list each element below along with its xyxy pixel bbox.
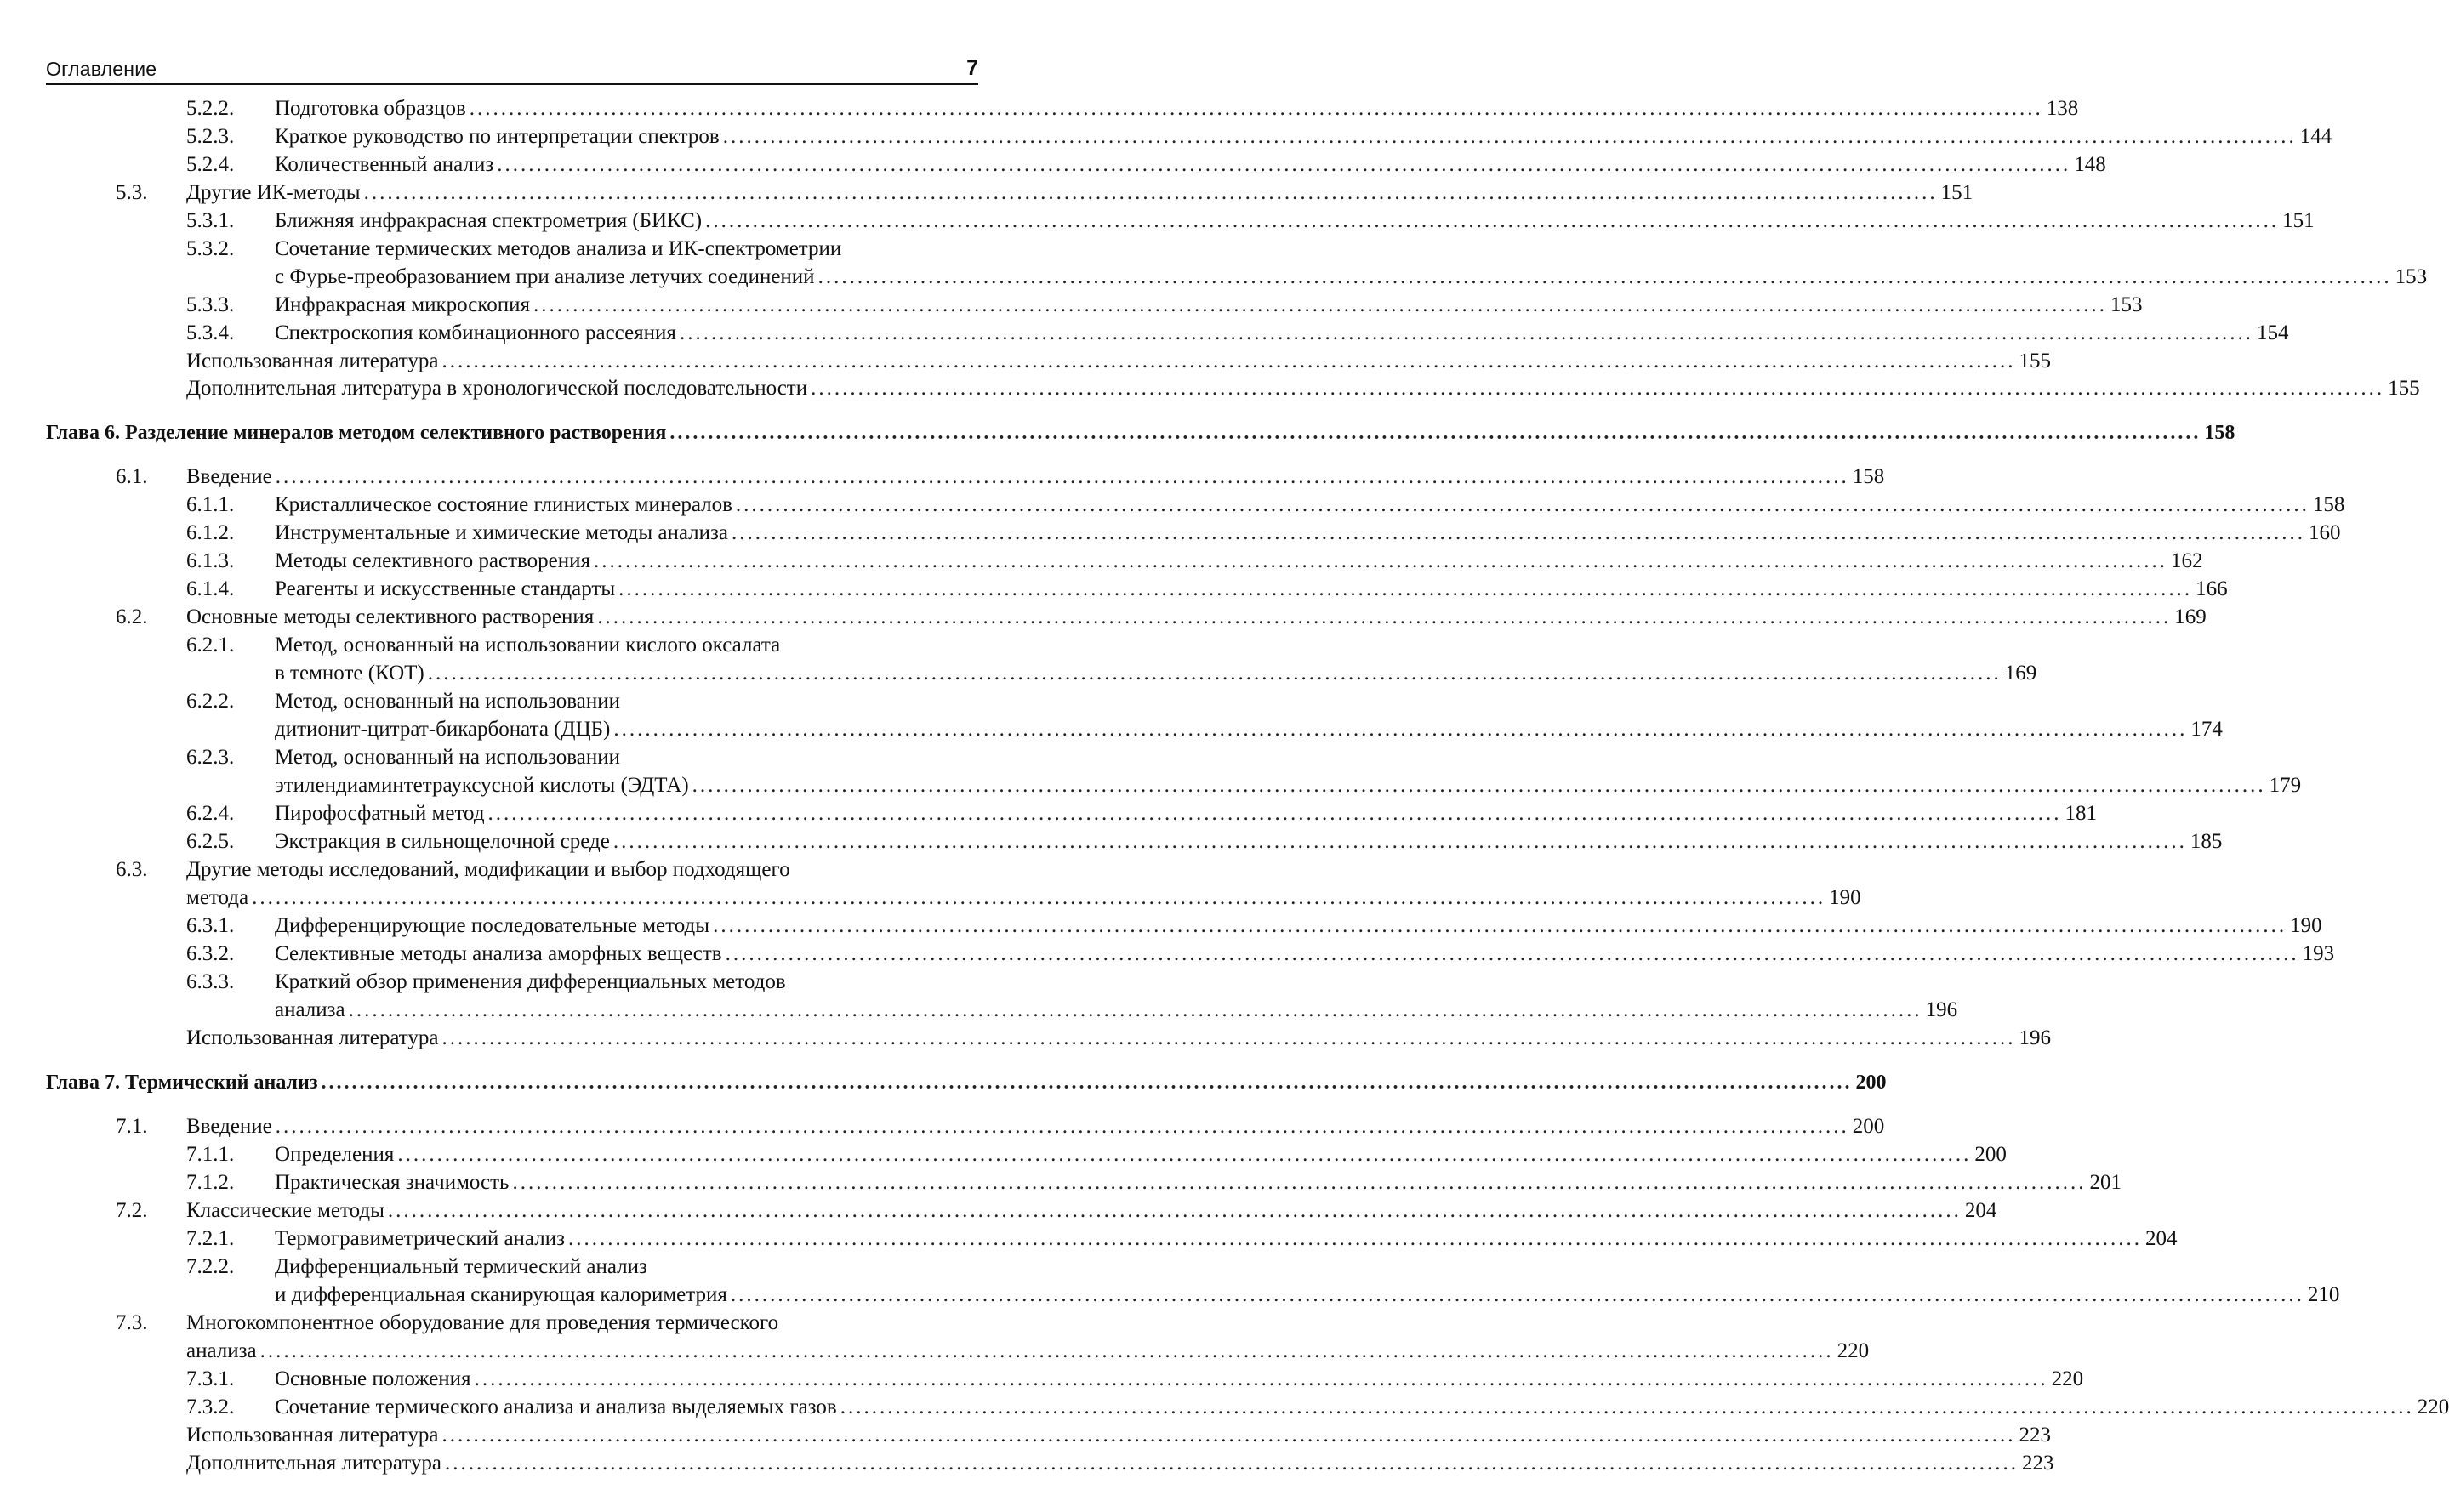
running-header-page-number: 7	[966, 56, 978, 80]
toc-entry	[0, 236, 1021, 263]
toc-entry-number: 7.1.2.	[186, 1171, 235, 1194]
toc-entry-title: анализа	[186, 1339, 257, 1362]
toc-entry	[0, 744, 1021, 771]
toc-dot-leader: ........................................................................................................................................................................................................	[363, 181, 1938, 204]
toc-entry-number: 7.3.1.	[186, 1367, 235, 1390]
toc-entry-page-number: 155	[2019, 350, 2051, 372]
toc-dot-leader: ........................................................................................................................................................................................................	[533, 293, 2107, 316]
toc-entry-title: Практическая значимость	[275, 1171, 510, 1194]
toc-entry	[0, 292, 2143, 319]
toc-dot-leader: ........................................................................................................................................................................................................	[669, 422, 2201, 444]
toc-entry-title: с Фурье-преобразованием при анализе летучих соединений	[275, 265, 815, 288]
toc-entry	[0, 1366, 2084, 1393]
toc-entry-title: анализа	[275, 998, 345, 1021]
toc-entry-page-number: 223	[2019, 1424, 2051, 1447]
toc-entry	[0, 1310, 1021, 1337]
toc-entry-title: Термогравиметрический анализ	[275, 1227, 565, 1250]
toc-entry-title: Краткое руководство по интерпретации спектров	[275, 125, 720, 148]
toc-entry	[0, 207, 2315, 235]
toc-entry-title: Инфракрасная микроскопия	[275, 293, 530, 316]
running-header-title: Оглавление	[46, 58, 157, 80]
toc-entry	[0, 828, 2223, 855]
toc-entry-page-number: 193	[2302, 942, 2335, 965]
toc-entry-title: Основные методы селективного растворения	[186, 605, 595, 628]
toc-entry-page-number: 138	[2046, 97, 2079, 120]
toc-dot-leader: ........................................................................................................................................................................................................	[597, 605, 2172, 628]
toc-entry-page-number: 204	[1964, 1199, 1997, 1222]
toc-dot-leader: ........................................................................................................................................................................................................	[613, 718, 2188, 741]
toc-entry-title: Основные положения	[275, 1367, 471, 1390]
toc-entry-title: Метод, основанный на использовании	[275, 746, 621, 769]
toc-entry	[0, 1422, 2051, 1449]
toc-entry-page-number: 174	[2190, 718, 2223, 741]
toc-entry-number: 5.3.1.	[186, 209, 235, 232]
toc-entry-title: Глава 7. Термический анализ	[46, 1071, 318, 1094]
toc-entry-number: 6.3.	[116, 858, 148, 881]
toc-entry-title: этилендиаминтетрауксусной кислоты (ЭДТА)	[275, 774, 689, 797]
toc-entry	[0, 1225, 2178, 1253]
toc-entry-page-number: 169	[2004, 662, 2037, 685]
toc-dot-leader: ........................................................................................................................................................................................................	[730, 1283, 2304, 1306]
toc-entry	[0, 912, 2322, 940]
toc-entry-title: Метод, основанный на использовании кислого оксалата	[275, 634, 781, 657]
toc-entry	[0, 1169, 2122, 1197]
toc-entry-title: Сочетание термических методов анализа и ИК-спектрометрии	[275, 237, 842, 260]
toc-entry-title: Ближняя инфракрасная спектрометрия (БИКС)	[275, 209, 703, 232]
toc-entry-page-number: 158	[2204, 422, 2235, 444]
toc-entry-number: 6.2.1.	[186, 634, 235, 657]
toc-entry	[0, 1338, 1870, 1365]
toc-dot-leader: ........................................................................................................................................................................................................	[252, 886, 1826, 909]
toc-entry-number: 5.3.3.	[186, 293, 235, 316]
toc-entry-title: Кристаллическое состояние глинистых минералов	[275, 493, 732, 516]
toc-entry-number: 7.2.	[116, 1199, 148, 1222]
toc-entry	[0, 772, 2302, 799]
toc-entry	[0, 492, 2345, 519]
toc-entry-page-number: 196	[2019, 1026, 2051, 1049]
toc-dot-leader: ........................................................................................................................................................................................................	[840, 1395, 2414, 1418]
toc-entry-title: Сочетание термического анализа и анализа выделяемых газов	[275, 1395, 837, 1418]
toc-entry-page-number: 153	[2395, 265, 2428, 288]
toc-entry	[0, 997, 1958, 1024]
toc-entry-number: 6.3.3.	[186, 970, 235, 993]
toc-dot-leader: ........................................................................................................................................................................................................	[705, 209, 2280, 232]
toc-entry-title: Глава 6. Разделение минералов методом селективного растворения	[46, 422, 667, 444]
toc-chapter-entry	[0, 1069, 1887, 1096]
toc-entry-page-number: 210	[2307, 1283, 2340, 1306]
toc-entry-page-number: 220	[2417, 1395, 2449, 1418]
toc-entry-title: Дополнительная литература	[186, 1452, 441, 1475]
toc-entry-title: Реагенты и искусственные стандарты	[275, 577, 616, 600]
toc-entry	[0, 941, 2335, 968]
toc-entry-number: 7.2.1.	[186, 1227, 235, 1250]
toc-entry-number: 6.3.1.	[186, 914, 235, 937]
toc-entry-title: в темноте (КОТ)	[275, 662, 424, 685]
toc-dot-leader: ........................................................................................................................................................................................................	[321, 1071, 1853, 1094]
toc-entry	[0, 688, 1021, 715]
toc-entry	[0, 463, 1885, 491]
toc-dot-leader: ........................................................................................................................................................................................................	[512, 1171, 2087, 1194]
toc-entry-page-number: 200	[1855, 1071, 1887, 1094]
toc-dot-leader: ........................................................................................................................................................................................................	[427, 662, 2002, 685]
toc-entry-number: 6.1.	[116, 465, 148, 488]
toc-entry-page-number: 155	[2388, 377, 2420, 400]
toc-dot-leader: ........................................................................................................................................................................................................	[348, 998, 1922, 1021]
toc-entry	[0, 604, 2207, 631]
toc-entry-title: Подготовка образцов	[275, 97, 466, 120]
toc-entry	[0, 660, 2037, 687]
toc-entry	[0, 1282, 2340, 1309]
toc-dot-leader: ........................................................................................................................................................................................................	[397, 1143, 1972, 1166]
toc-entry	[0, 1450, 2054, 1477]
toc-dot-leader: ........................................................................................................................................................................................................	[259, 1339, 1834, 1362]
toc-entry-number: 7.3.	[116, 1311, 148, 1334]
toc-dot-leader: ........................................................................................................................................................................................................	[679, 321, 2253, 344]
toc-entry-title: Дополнительная литература в хронологической последовательности	[186, 377, 808, 400]
toc-entry-title: Многокомпонентное оборудование для проведения термического	[186, 1311, 779, 1334]
toc-dot-leader: ........................................................................................................................................................................................................	[722, 125, 2297, 148]
toc-entry	[0, 264, 2428, 291]
toc-dot-leader: ........................................................................................................................................................................................................	[731, 521, 2305, 544]
toc-entry-title: метода	[186, 886, 249, 909]
toc-entry-page-number: 158	[2312, 493, 2345, 516]
toc-entry-page-number: 162	[2171, 549, 2203, 572]
toc-entry	[0, 1253, 1021, 1281]
toc-entry-title: Количественный анализ	[275, 153, 494, 176]
toc-entry	[0, 123, 2332, 151]
toc-entry-page-number: 144	[2299, 125, 2332, 148]
toc-entry	[0, 576, 2228, 603]
toc-dot-leader: ........................................................................................................................................................................................................	[487, 802, 2062, 825]
toc-entry-number: 6.1.2.	[186, 521, 235, 544]
toc-entry-title: Методы селективного растворения	[275, 549, 590, 572]
toc-dot-leader: ........................................................................................................................................................................................................	[811, 377, 2385, 400]
toc-dot-leader: ........................................................................................................................................................................................................	[735, 493, 2309, 516]
toc-entry-number: 6.2.5.	[186, 830, 235, 853]
toc-entry-page-number: 190	[1829, 886, 1861, 909]
toc-entry	[0, 632, 1021, 659]
toc-entry-number: 5.3.2.	[186, 237, 235, 260]
toc-entry-title: Метод, основанный на использовании	[275, 690, 621, 713]
toc-entry-page-number: 158	[1852, 465, 1885, 488]
toc-dot-leader: ........................................................................................................................................................................................................	[387, 1199, 1962, 1222]
toc-entry-title: Экстракция в сильнощелочной среде	[275, 830, 610, 853]
toc-entry-title: дитионит-цитрат-бикарбоната (ДЦБ)	[275, 718, 611, 741]
toc-entry-page-number: 185	[2190, 830, 2223, 853]
toc-entry-page-number: 201	[2089, 1171, 2122, 1194]
toc-entry	[0, 1141, 2007, 1168]
toc-entry-title: Краткий обзор применения дифференциальных методов	[275, 970, 786, 993]
toc-dot-leader: ........................................................................................................................................................................................................	[497, 153, 2071, 176]
toc-entry-page-number: 181	[2065, 802, 2098, 825]
toc-entry	[0, 884, 1861, 912]
toc-entry-page-number: 166	[2196, 577, 2228, 600]
toc-dot-leader: ........................................................................................................................................................................................................	[692, 774, 2266, 797]
toc-entry-number: 6.1.4.	[186, 577, 235, 600]
toc-dot-leader: ........................................................................................................................................................................................................	[618, 577, 2193, 600]
toc-entry	[0, 969, 1021, 996]
toc-dot-leader: ........................................................................................................................................................................................................	[275, 465, 1849, 488]
toc-entry-title: Определения	[275, 1143, 395, 1166]
toc-dot-leader: ........................................................................................................................................................................................................	[474, 1367, 2048, 1390]
toc-dot-leader: ........................................................................................................................................................................................................	[441, 1424, 2016, 1447]
toc-entry-page-number: 220	[2051, 1367, 2084, 1390]
toc-entry-number: 6.1.1.	[186, 493, 235, 516]
toc-entry-number: 5.2.2.	[186, 97, 235, 120]
toc-entry-page-number: 190	[2290, 914, 2322, 937]
toc-entry	[0, 1113, 1885, 1140]
toc-entry-number: 5.3.4.	[186, 321, 235, 344]
toc-entry-page-number: 160	[2308, 521, 2341, 544]
toc-entry-page-number: 151	[2282, 209, 2315, 232]
toc-entry-title: Пирофосфатный метод	[275, 802, 485, 825]
toc-dot-leader: ........................................................................................................................................................................................................	[725, 942, 2299, 965]
toc-entry-page-number: 196	[1925, 998, 1958, 1021]
toc-entry	[0, 800, 2098, 827]
toc-entry-page-number: 200	[1974, 1143, 2007, 1166]
toc-entry	[0, 151, 2106, 179]
toc-entry	[0, 95, 2079, 122]
toc-dot-leader: ........................................................................................................................................................................................................	[441, 350, 2016, 372]
toc-entry-number: 6.1.3.	[186, 549, 235, 572]
toc-entry-title: Другие методы исследований, модификации и выбор подходящего	[186, 858, 790, 881]
toc-entry-number: 6.2.	[116, 605, 148, 628]
toc-entry-number: 7.3.2.	[186, 1395, 235, 1418]
toc-entry	[0, 856, 1021, 884]
toc-entry	[0, 1025, 2051, 1052]
toc-entry-page-number: 153	[2110, 293, 2143, 316]
toc-entry-title: Введение	[186, 1115, 272, 1138]
toc-dot-leader: ........................................................................................................................................................................................................	[275, 1115, 1849, 1138]
toc-entry	[0, 716, 2223, 743]
toc-entry-page-number: 148	[2074, 153, 2106, 176]
toc-entry-title: Дифференциальный термический анализ	[275, 1255, 647, 1278]
toc-entry-title: Селективные методы анализа аморфных веществ	[275, 942, 722, 965]
toc-entry-number: 7.2.2.	[186, 1255, 235, 1278]
toc-entry-number: 6.2.2.	[186, 690, 235, 713]
toc-dot-leader: ........................................................................................................................................................................................................	[612, 830, 2187, 853]
toc-dot-leader: ........................................................................................................................................................................................................	[713, 914, 2287, 937]
toc-dot-leader: ........................................................................................................................................................................................................	[444, 1452, 2019, 1475]
toc-entry-title: Введение	[186, 465, 272, 488]
toc-entry-number: 6.2.4.	[186, 802, 235, 825]
toc-entry-page-number: 169	[2174, 605, 2207, 628]
toc-entry-title: Дифференцирующие последовательные методы	[275, 914, 710, 937]
toc-entry-page-number: 204	[2144, 1227, 2178, 1250]
toc-dot-leader: ........................................................................................................................................................................................................	[817, 265, 2392, 288]
toc-entry-number: 7.1.1.	[186, 1143, 235, 1166]
toc-entry-number: 5.2.4.	[186, 153, 235, 176]
toc-entry-number: 5.2.3.	[186, 125, 235, 148]
toc-entry-page-number: 200	[1852, 1115, 1885, 1138]
toc-entry	[0, 320, 2289, 347]
toc-entry	[0, 1197, 1997, 1225]
toc-chapter-entry	[0, 419, 2235, 446]
toc-entry	[0, 375, 2420, 402]
toc-entry-title: Использованная литература	[186, 1424, 439, 1447]
toc-entry-title: и дифференциальная сканирующая калориметрия	[275, 1283, 727, 1306]
toc-entry-number: 6.2.3.	[186, 746, 235, 769]
toc-entry	[0, 520, 2341, 547]
toc-dot-leader: ........................................................................................................................................................................................................	[469, 97, 2043, 120]
toc-dot-leader: ........................................................................................................................................................................................................	[567, 1227, 2142, 1250]
toc-entry-title: Спектроскопия комбинационного рассеяния	[275, 321, 676, 344]
toc-entry-page-number: 151	[1940, 181, 1973, 204]
toc-entry-title: Инструментальные и химические методы анализа	[275, 521, 728, 544]
toc-entry	[0, 179, 1973, 207]
toc-dot-leader: ........................................................................................................................................................................................................	[441, 1026, 2016, 1049]
toc-entry-page-number: 223	[2021, 1452, 2054, 1475]
toc-entry	[0, 348, 2051, 375]
toc-entry-title: Классические методы	[186, 1199, 384, 1222]
toc-entry-title: Использованная литература	[186, 350, 439, 372]
toc-entry-page-number: 154	[2256, 321, 2289, 344]
toc-entry-number: 6.3.2.	[186, 942, 235, 965]
toc-entry-page-number: 220	[1837, 1339, 1870, 1362]
toc-entry	[0, 1394, 2449, 1421]
toc-entry	[0, 548, 2203, 575]
toc-entry-title: Использованная литература	[186, 1026, 439, 1049]
toc-entry-number: 7.1.	[116, 1115, 148, 1138]
toc-entry-page-number: 179	[2269, 774, 2302, 797]
toc-entry-number: 5.3.	[116, 181, 148, 204]
toc-entry-title: Другие ИК-методы	[186, 181, 361, 204]
toc-dot-leader: ........................................................................................................................................................................................................	[594, 549, 2167, 572]
